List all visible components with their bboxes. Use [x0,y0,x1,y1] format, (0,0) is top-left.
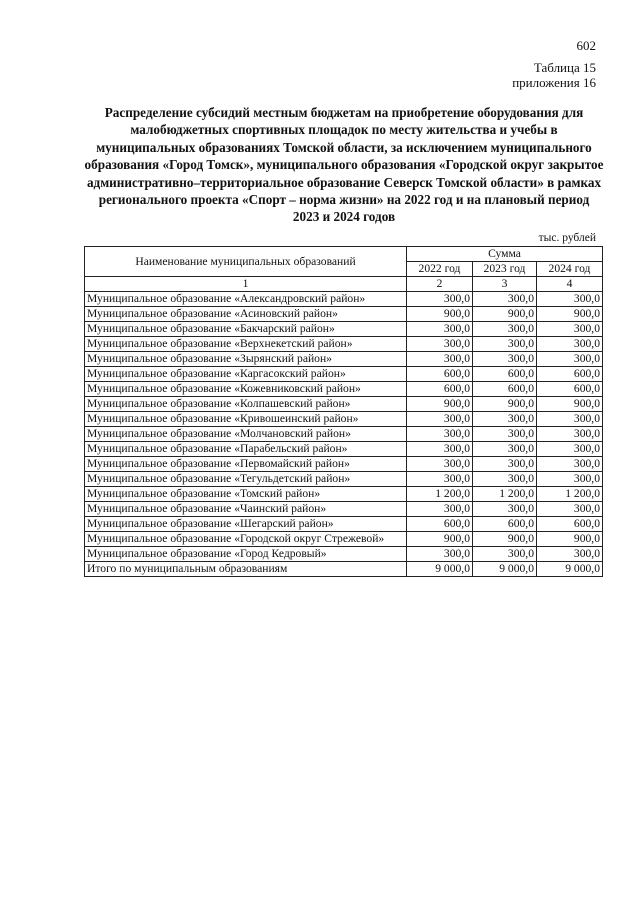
municipality-name: Муниципальное образование «Каргасокский район» [85,367,407,382]
table-row [85,457,603,472]
value-2022: 900,0 [407,397,473,412]
value-2022: 300,0 [407,337,473,352]
value-2022: 300,0 [407,457,473,472]
value-2023: 600,0 [473,517,537,532]
value-2023: 300,0 [473,502,537,517]
municipality-name: Муниципальное образование «Зырянский район» [85,352,407,367]
value-2022: 600,0 [407,382,473,397]
table-row [85,517,603,532]
column-numbers-row [85,277,603,292]
value-2022: 300,0 [407,472,473,487]
column-number: 2 [407,277,473,292]
table-number: Таблица 15 [533,60,596,75]
value-2022: 300,0 [407,547,473,562]
value-2024: 300,0 [537,427,603,442]
table-row [85,322,603,337]
value-2023: 300,0 [473,322,537,337]
header-year-2022: 2022 год [407,262,473,277]
value-2022: 600,0 [407,517,473,532]
value-2022: 900,0 [407,532,473,547]
value-2024: 900,0 [537,307,603,322]
value-2024: 600,0 [537,382,603,397]
total-row [85,562,603,577]
table-row [85,337,603,352]
appendix-number: приложения 16 [512,75,596,90]
value-2024: 300,0 [537,472,603,487]
value-2022: 900,0 [407,307,473,322]
value-2023: 300,0 [473,457,537,472]
table-row [85,352,603,367]
table-reference [512,60,596,90]
value-2023: 600,0 [473,382,537,397]
value-2023: 300,0 [473,292,537,307]
municipality-name: Муниципальное образование «Верхнекетский район» [85,337,407,352]
value-2023: 900,0 [473,532,537,547]
table-row [85,397,603,412]
municipality-name: Муниципальное образование «Кривошеинский район» [85,412,407,427]
municipality-name: Муниципальное образование «Первомайский район» [85,457,407,472]
total-2023: 9 000,0 [473,562,537,577]
value-2023: 300,0 [473,427,537,442]
value-2024: 300,0 [537,337,603,352]
column-number: 3 [473,277,537,292]
header-name: Наименование муниципальных образований [85,247,407,277]
value-2024: 300,0 [537,457,603,472]
header-year-2023: 2023 год [473,262,537,277]
value-2022: 300,0 [407,292,473,307]
municipality-name: Муниципальное образование «Томский район» [85,487,407,502]
municipality-name: Муниципальное образование «Тегульдетский район» [85,472,407,487]
table-row [85,442,603,457]
column-number: 1 [85,277,407,292]
value-2023: 1 200,0 [473,487,537,502]
municipality-name: Муниципальное образование «Александровский район» [85,292,407,307]
value-2024: 600,0 [537,517,603,532]
value-2022: 300,0 [407,352,473,367]
municipality-name: Муниципальное образование «Бакчарский район» [85,322,407,337]
municipality-name: Муниципальное образование «Шегарский район» [85,517,407,532]
value-2022: 1 200,0 [407,487,473,502]
total-2024: 9 000,0 [537,562,603,577]
value-2024: 600,0 [537,367,603,382]
value-2023: 300,0 [473,352,537,367]
table-row [85,367,603,382]
value-2024: 300,0 [537,502,603,517]
value-2023: 300,0 [473,412,537,427]
municipality-name: Муниципальное образование «Асиновский район» [85,307,407,322]
municipality-name: Муниципальное образование «Город Кедровый» [85,547,407,562]
municipality-name: Муниципальное образование «Кожевниковский район» [85,382,407,397]
table-row [85,307,603,322]
table-row [85,502,603,517]
value-2024: 1 200,0 [537,487,603,502]
page-number: 602 [576,38,596,53]
value-2024: 300,0 [537,547,603,562]
value-2022: 300,0 [407,502,473,517]
value-2022: 300,0 [407,442,473,457]
value-2024: 900,0 [537,397,603,412]
value-2024: 300,0 [537,292,603,307]
value-2023: 300,0 [473,547,537,562]
table-row [85,472,603,487]
document-title: Распределение субсидий местным бюджетам на приобретение оборудования для малобюджетных спортивных площадок по месту жительства и учебы в муниципальных образованиях Томской области, за исключением муниципального образования «Город Томск», муниципального образования «Городской округ закрытое административно–территориальное образование Северск Томской области» в рамках регионального проекта «Спорт – норма жизни» на 2022 год и на плановый период 2023 и 2024 годов [84,105,604,225]
value-2023: 300,0 [473,472,537,487]
units-label: тыс. рублей [538,232,596,244]
municipality-name: Муниципальное образование «Молчановский район» [85,427,407,442]
municipality-name: Муниципальное образование «Парабельский район» [85,442,407,457]
value-2023: 300,0 [473,337,537,352]
value-2023: 900,0 [473,397,537,412]
value-2022: 300,0 [407,412,473,427]
municipality-name: Муниципальное образование «Городской округ Стрежевой» [85,532,407,547]
value-2024: 900,0 [537,532,603,547]
column-number: 4 [537,277,603,292]
value-2024: 300,0 [537,412,603,427]
table-row [85,292,603,307]
total-2022: 9 000,0 [407,562,473,577]
header-year-2024: 2024 год [537,262,603,277]
value-2023: 300,0 [473,442,537,457]
value-2022: 300,0 [407,427,473,442]
value-2024: 300,0 [537,352,603,367]
table-row [85,487,603,502]
value-2022: 300,0 [407,322,473,337]
table-row [85,427,603,442]
table-row [85,412,603,427]
subsidy-table [84,246,603,577]
municipality-name: Муниципальное образование «Колпашевский район» [85,397,407,412]
value-2022: 600,0 [407,367,473,382]
table-row [85,532,603,547]
value-2024: 300,0 [537,322,603,337]
value-2023: 600,0 [473,367,537,382]
table-row [85,382,603,397]
total-label: Итого по муниципальным образованиям [85,562,407,577]
header-sum: Сумма [407,247,603,262]
value-2023: 900,0 [473,307,537,322]
value-2024: 300,0 [537,442,603,457]
header-row-1 [85,247,603,262]
municipality-name: Муниципальное образование «Чаинский район» [85,502,407,517]
table-row [85,547,603,562]
